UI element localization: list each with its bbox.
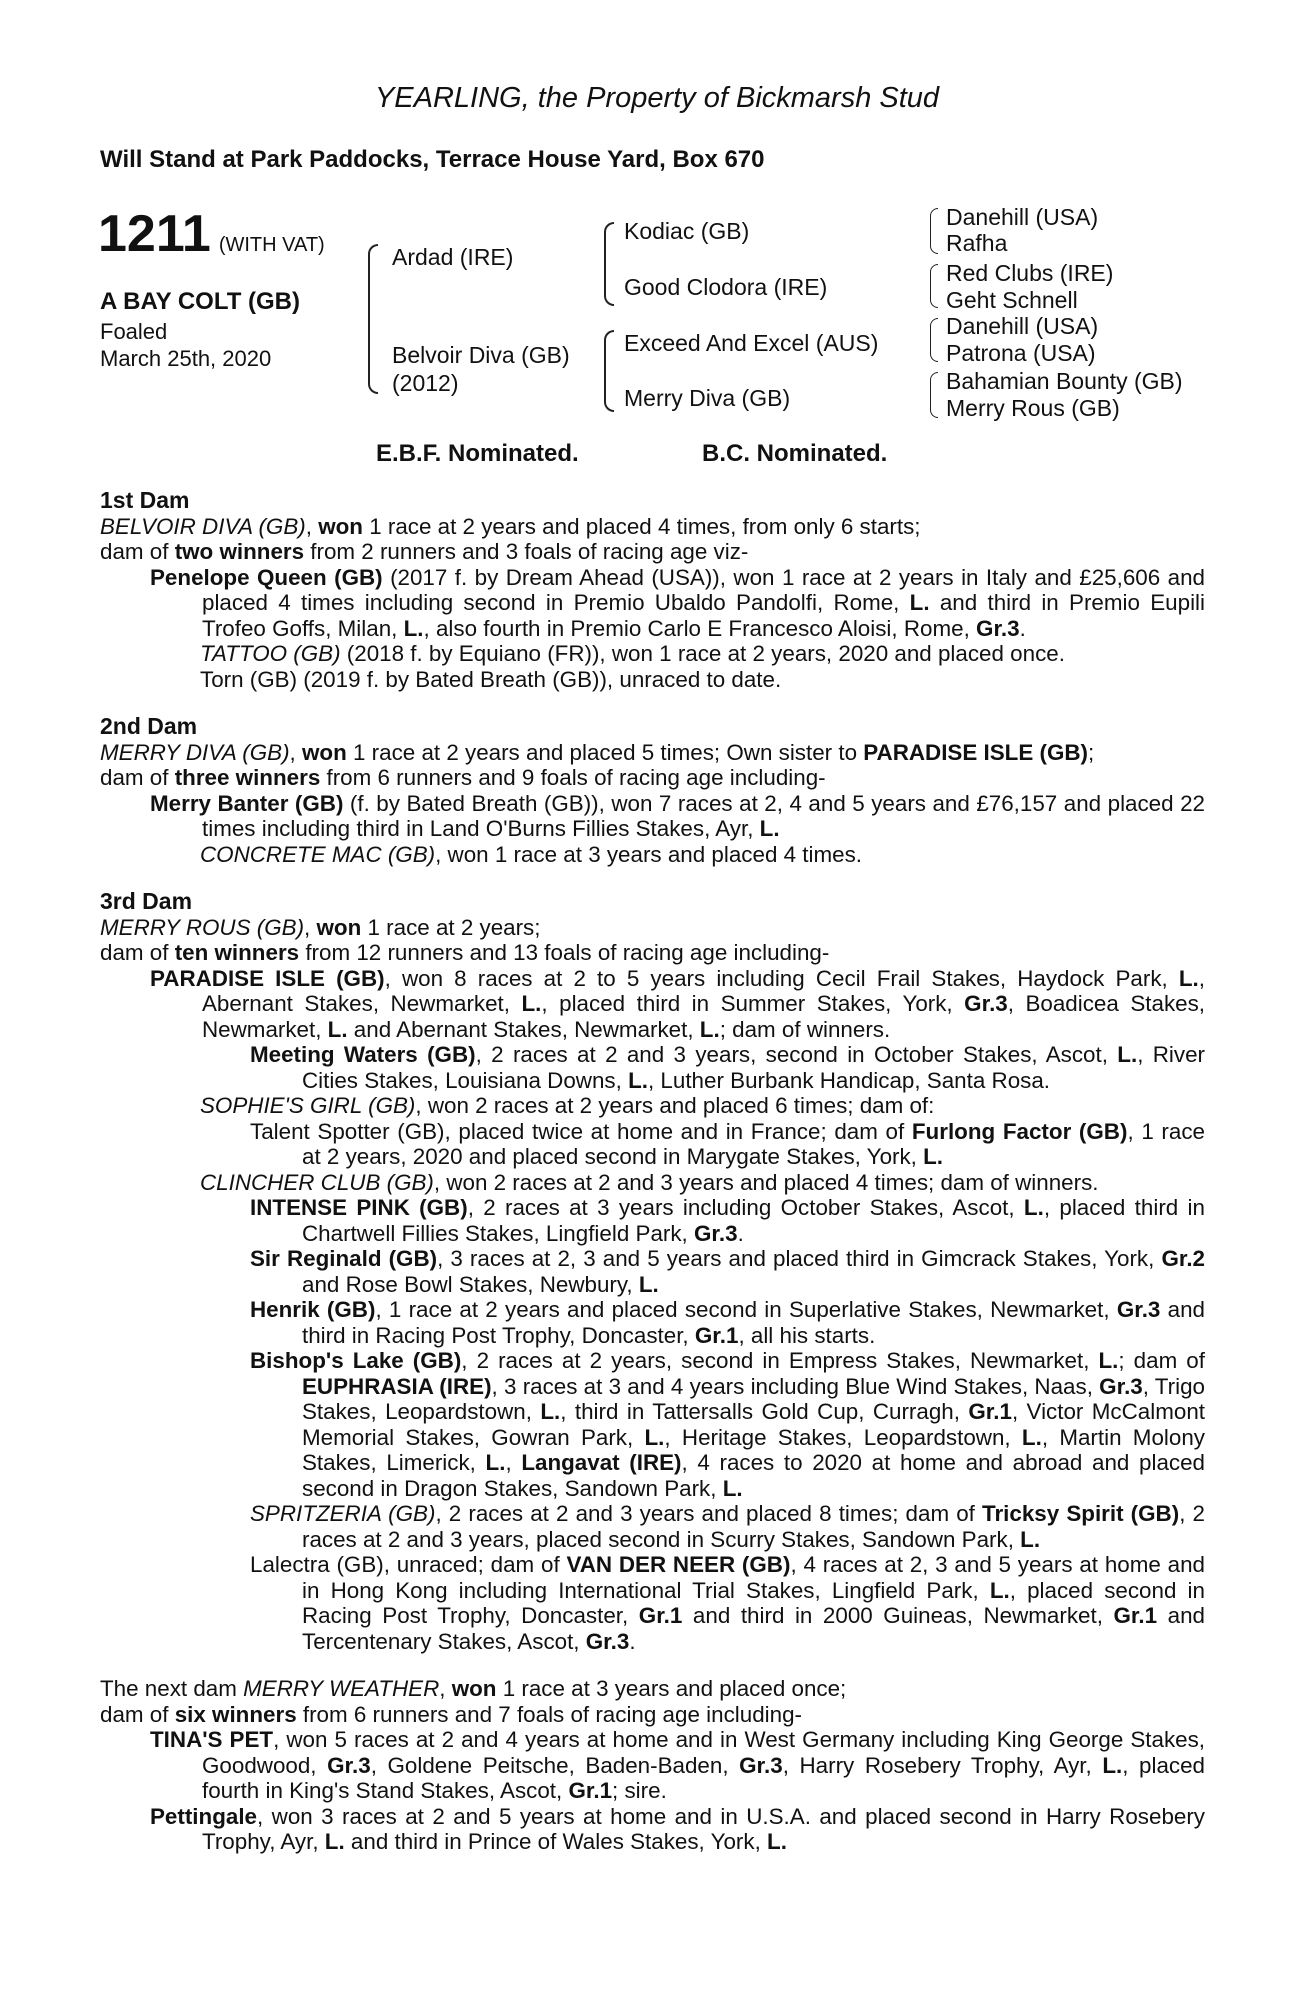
third-dam-heading: 3rd Dam xyxy=(100,888,193,914)
list-item: Lalectra (GB), unraced; dam of VAN DER NEER (GB), 4 races at 2, 3 and 5 years at home and in Hong Kong including International Trial Stakes, Lingfield Park, L., placed second in Racing Post Trophy, Doncaster, Gr.1 and third in 2000 Guineas, Newmarket, Gr.1 and Tercentenary Stakes, Ascot, Gr.3. xyxy=(250,1552,1205,1654)
pedigree-sire: Ardad (IRE) xyxy=(392,244,514,270)
foaled-label: Foaled xyxy=(100,319,168,344)
second-dam-section xyxy=(100,714,1205,867)
pedigree-brace-g3 xyxy=(930,318,938,362)
first-dam-produce: dam of two winners from 2 runners and 3 foals of racing age viz- xyxy=(100,539,749,564)
first-dam-section xyxy=(100,488,1205,692)
vat-label: (WITH VAT) xyxy=(218,234,325,256)
list-item: Torn (GB) (2019 f. by Bated Breath (GB)), unraced to date. xyxy=(200,666,782,692)
pedigree-brace-g4 xyxy=(930,372,938,418)
pedigree-dam: Belvoir Diva (GB) xyxy=(392,342,570,368)
list-item: CONCRETE MAC (GB), won 1 race at 3 years and placed 4 times. xyxy=(200,841,863,867)
pedigree-g3: Red Clubs (IRE) xyxy=(946,260,1114,286)
pedigree-g4: Geht Schnell xyxy=(946,287,1078,313)
list-item: TINA'S PET, won 5 races at 2 and 4 years at home and in West Germany including King George Stakes, Goodwood, Gr.3, Goldene Peitsche, Baden-Baden, Gr.3, Harry Rosebery Trophy, Ayr, L., placed fourth in King's Stand Stakes, Ascot, Gr.1; sire. xyxy=(150,1727,1206,1803)
list-item: CLINCHER CLUB (GB), won 2 races at 2 and 3 years and placed 4 times; dam of winners. xyxy=(200,1169,1099,1195)
page-title: YEARLING, the Property of Bickmarsh Stud xyxy=(374,82,940,114)
pedigree-g1: Danehill (USA) xyxy=(946,204,1099,230)
list-item: Talent Spotter (GB), placed twice at home and in France; dam of Furlong Factor (GB), 1 race at 2 years, 2020 and placed second in Marygate Stakes, York, L. xyxy=(250,1118,1205,1169)
first-dam-heading: 1st Dam xyxy=(100,487,190,513)
lot-number xyxy=(98,206,325,273)
list-item: Pettingale, won 3 races at 2 and 5 years at home and in U.S.A. and placed second in Harry Rosebery Trophy, Ayr, L. and third in Prince of Wales Stakes, York, L. xyxy=(150,1803,1205,1854)
pedigree-sire-sire: Kodiac (GB) xyxy=(624,218,750,244)
next-dam-line: The next dam MERRY WEATHER, won 1 race at 3 years and placed once; xyxy=(100,1676,847,1701)
pedigree-g6: Patrona (USA) xyxy=(946,340,1096,366)
third-dam-line: MERRY ROUS (GB), won 1 race at 2 years; xyxy=(100,914,541,940)
pedigree-dam-year: (2012) xyxy=(392,370,459,396)
foaled-info xyxy=(100,318,271,372)
lot-number-value: 1211 xyxy=(98,205,211,263)
list-item: Henrik (GB), 1 race at 2 years and placed second in Superlative Stakes, Newmarket, Gr.3 and third in Racing Post Trophy, Doncaster, Gr.1, all his starts. xyxy=(250,1297,1205,1348)
pedigree-brace-g1 xyxy=(930,208,938,254)
horse-description: A BAY COLT (GB) xyxy=(100,288,301,315)
list-item: Sir Reginald (GB), 3 races at 2, 3 and 5 years and placed third in Gimcrack Stakes, York, Gr.2 and Rose Bowl Stakes, Newbury, L. xyxy=(250,1246,1206,1297)
pedigree-brace-g2 xyxy=(930,264,938,308)
second-dam-heading: 2nd Dam xyxy=(100,713,198,739)
list-item: Meeting Waters (GB), 2 races at 2 and 3 years, second in October Stakes, Ascot, L., River Cities Stakes, Louisiana Downs, L., Luther Burbank Handicap, Santa Rosa. xyxy=(250,1042,1205,1093)
bc-nomination: B.C. Nominated. xyxy=(702,440,888,467)
list-item: PARADISE ISLE (GB), won 8 races at 2 to 5 years including Cecil Frail Stakes, Haydock Park, L., Abernant Stakes, Newmarket, L., placed third in Summer Stakes, York, Gr.3, Boadicea Stakes, Newmarket, L. and Abernant Stakes, Newmarket, L.; dam of winners. xyxy=(150,965,1206,1042)
pedigree-brace-sire xyxy=(604,222,614,306)
list-item: INTENSE PINK (GB), 2 races at 3 years including October Stakes, Ascot, L., placed third in Chartwell Fillies Stakes, Lingfield Park, Gr.3. xyxy=(250,1195,1205,1246)
list-item: Bishop's Lake (GB), 2 races at 2 years, second in Empress Stakes, Newmarket, L.; dam of EUPHRASIA (IRE), 3 races at 3 and 4 years including Blue Wind Stakes, Naas, Gr.3, Trigo Stakes, Leopardstown, L., third in Tattersalls Gold Cup, Curragh, Gr.1, Victor McCalmont Memorial Stakes, Gowran Park, L., Heritage Stakes, Leopardstown, L., Martin Molony Stakes, Limerick, L., Langavat (IRE), 4 races to 2020 at home and abroad and placed second in Dragon Stakes, Sandown Park, L. xyxy=(250,1348,1206,1501)
next-dam-produce: dam of six winners from 6 runners and 7 foals of racing age including- xyxy=(100,1701,802,1727)
second-dam-line: MERRY DIVA (GB), won 1 race at 2 years and placed 5 times; Own sister to PARADISE ISLE (GB); xyxy=(100,739,1095,765)
second-dam-produce: dam of three winners from 6 runners and 9 foals of racing age including- xyxy=(100,765,826,790)
foaled-date: March 25th, 2020 xyxy=(100,346,272,371)
list-item: Merry Banter (GB) (f. by Bated Breath (GB)), won 7 races at 2, 4 and 5 years and £76,157 and placed 22 times including third in Land O'Burns Fillies Stakes, Ayr, L. xyxy=(150,790,1205,841)
pedigree-g8: Merry Rous (GB) xyxy=(946,395,1120,421)
list-item: TATTOO (GB) (2018 f. by Equiano (FR)), won 1 race at 2 years, 2020 and placed once. xyxy=(200,641,1065,666)
third-dam-section xyxy=(100,889,1205,1654)
pedigree-g2: Rafha xyxy=(946,230,1008,256)
pedigree-g5: Danehill (USA) xyxy=(946,313,1099,339)
third-dam-produce: dam of ten winners from 12 runners and 13 foals of racing age including- xyxy=(100,940,830,965)
ebf-nomination: E.B.F. Nominated. xyxy=(376,440,579,467)
list-item: Penelope Queen (GB) (2017 f. by Dream Ahead (USA)), won 1 race at 2 years in Italy and £25,606 and placed 4 times including second in Premio Ubaldo Pandolfi, Rome, L. and third in Premio Eupili Trofeo Goffs, Milan, L., also fourth in Premio Carlo E Francesco Aloisi, Rome, Gr.3. xyxy=(150,564,1205,641)
catalogue-body xyxy=(100,488,1205,1855)
stand-location: Will Stand at Park Paddocks, Terrace House Yard, Box 670 xyxy=(100,146,765,173)
list-item: SPRITZERIA (GB), 2 races at 2 and 3 years and placed 8 times; dam of Tricksy Spirit (GB), 2 races at 2 and 3 years, placed second in Scurry Stakes, Sandown Park, L. xyxy=(250,1501,1205,1552)
list-item: SOPHIE'S GIRL (GB), won 2 races at 2 years and placed 6 times; dam of: xyxy=(200,1093,935,1118)
pedigree-brace-main xyxy=(368,244,378,394)
pedigree-sire-dam: Merry Diva (GB) xyxy=(624,385,791,411)
first-dam-line: BELVOIR DIVA (GB), won 1 race at 2 years and placed 4 times, from only 6 starts; xyxy=(100,513,921,539)
next-dam-section xyxy=(100,1676,1205,1855)
pedigree-sire-dam-g: Good Clodora (IRE) xyxy=(624,274,828,300)
pedigree-brace-dam xyxy=(604,330,614,412)
pedigree-dam-sire: Exceed And Excel (AUS) xyxy=(624,330,879,356)
pedigree-g7: Bahamian Bounty (GB) xyxy=(946,368,1183,394)
